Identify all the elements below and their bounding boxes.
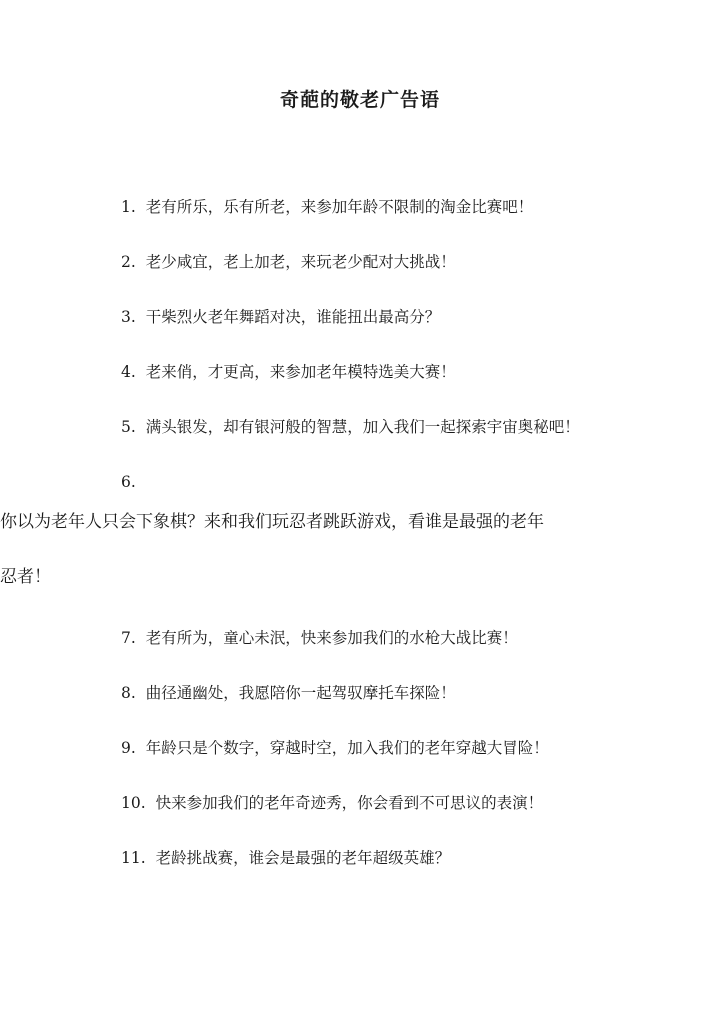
slogan-list (0, 192, 720, 898)
list-item (0, 412, 720, 442)
item-number: 5. (121, 418, 136, 436)
list-item (0, 467, 720, 605)
page-title: 奇葩的敬老广告语 (279, 89, 440, 111)
item-text: 老有所乐，乐有所老，来参加年龄不限制的淘金比赛吧！ (145, 198, 534, 216)
item-text: 老来俏，才更高，来参加老年模特选美大赛！ (145, 363, 456, 381)
list-item (0, 678, 720, 708)
list-item (0, 843, 720, 873)
item-text: 曲径通幽处，我愿陪你一起驾驭摩托车探险！ (145, 684, 456, 702)
item-number: 3. (121, 308, 136, 326)
list-item (0, 357, 720, 387)
item-number: 6. (121, 473, 136, 491)
item-number: 8. (121, 684, 136, 702)
item-text: 你以为老年人只会下象棋？来和我们玩忍者跳跃游戏，看谁是最强的老年忍者！ (0, 512, 544, 587)
item-text: 老有所为，童心未泯，快来参加我们的水枪大战比赛！ (145, 629, 518, 647)
list-item (0, 733, 720, 763)
item-number: 2. (121, 253, 136, 271)
item-number: 1. (121, 198, 136, 216)
list-item (0, 247, 720, 277)
item-number: 11. (121, 849, 146, 867)
list-item (0, 302, 720, 332)
item-number: 10. (121, 794, 146, 812)
item-text: 干柴烈火老年舞蹈对决，谁能扭出最高分？ (145, 308, 441, 326)
item-text: 快来参加我们的老年奇迹秀，你会看到不可思议的表演！ (155, 794, 544, 812)
item-number: 4. (121, 363, 136, 381)
item-text: 老龄挑战赛，谁会是最强的老年超级英雄？ (155, 849, 451, 867)
item-number: 9. (121, 739, 136, 757)
item-number: 7. (121, 629, 136, 647)
list-item (0, 788, 720, 818)
item-text: 满头银发，却有银河般的智慧，加入我们一起探索宇宙奥秘吧！ (145, 418, 580, 436)
list-item (0, 192, 720, 222)
item-text: 老少咸宜，老上加老，来玩老少配对大挑战！ (145, 253, 456, 271)
list-item (0, 623, 720, 653)
item-text: 年龄只是个数字，穿越时空，加入我们的老年穿越大冒险！ (145, 739, 549, 757)
